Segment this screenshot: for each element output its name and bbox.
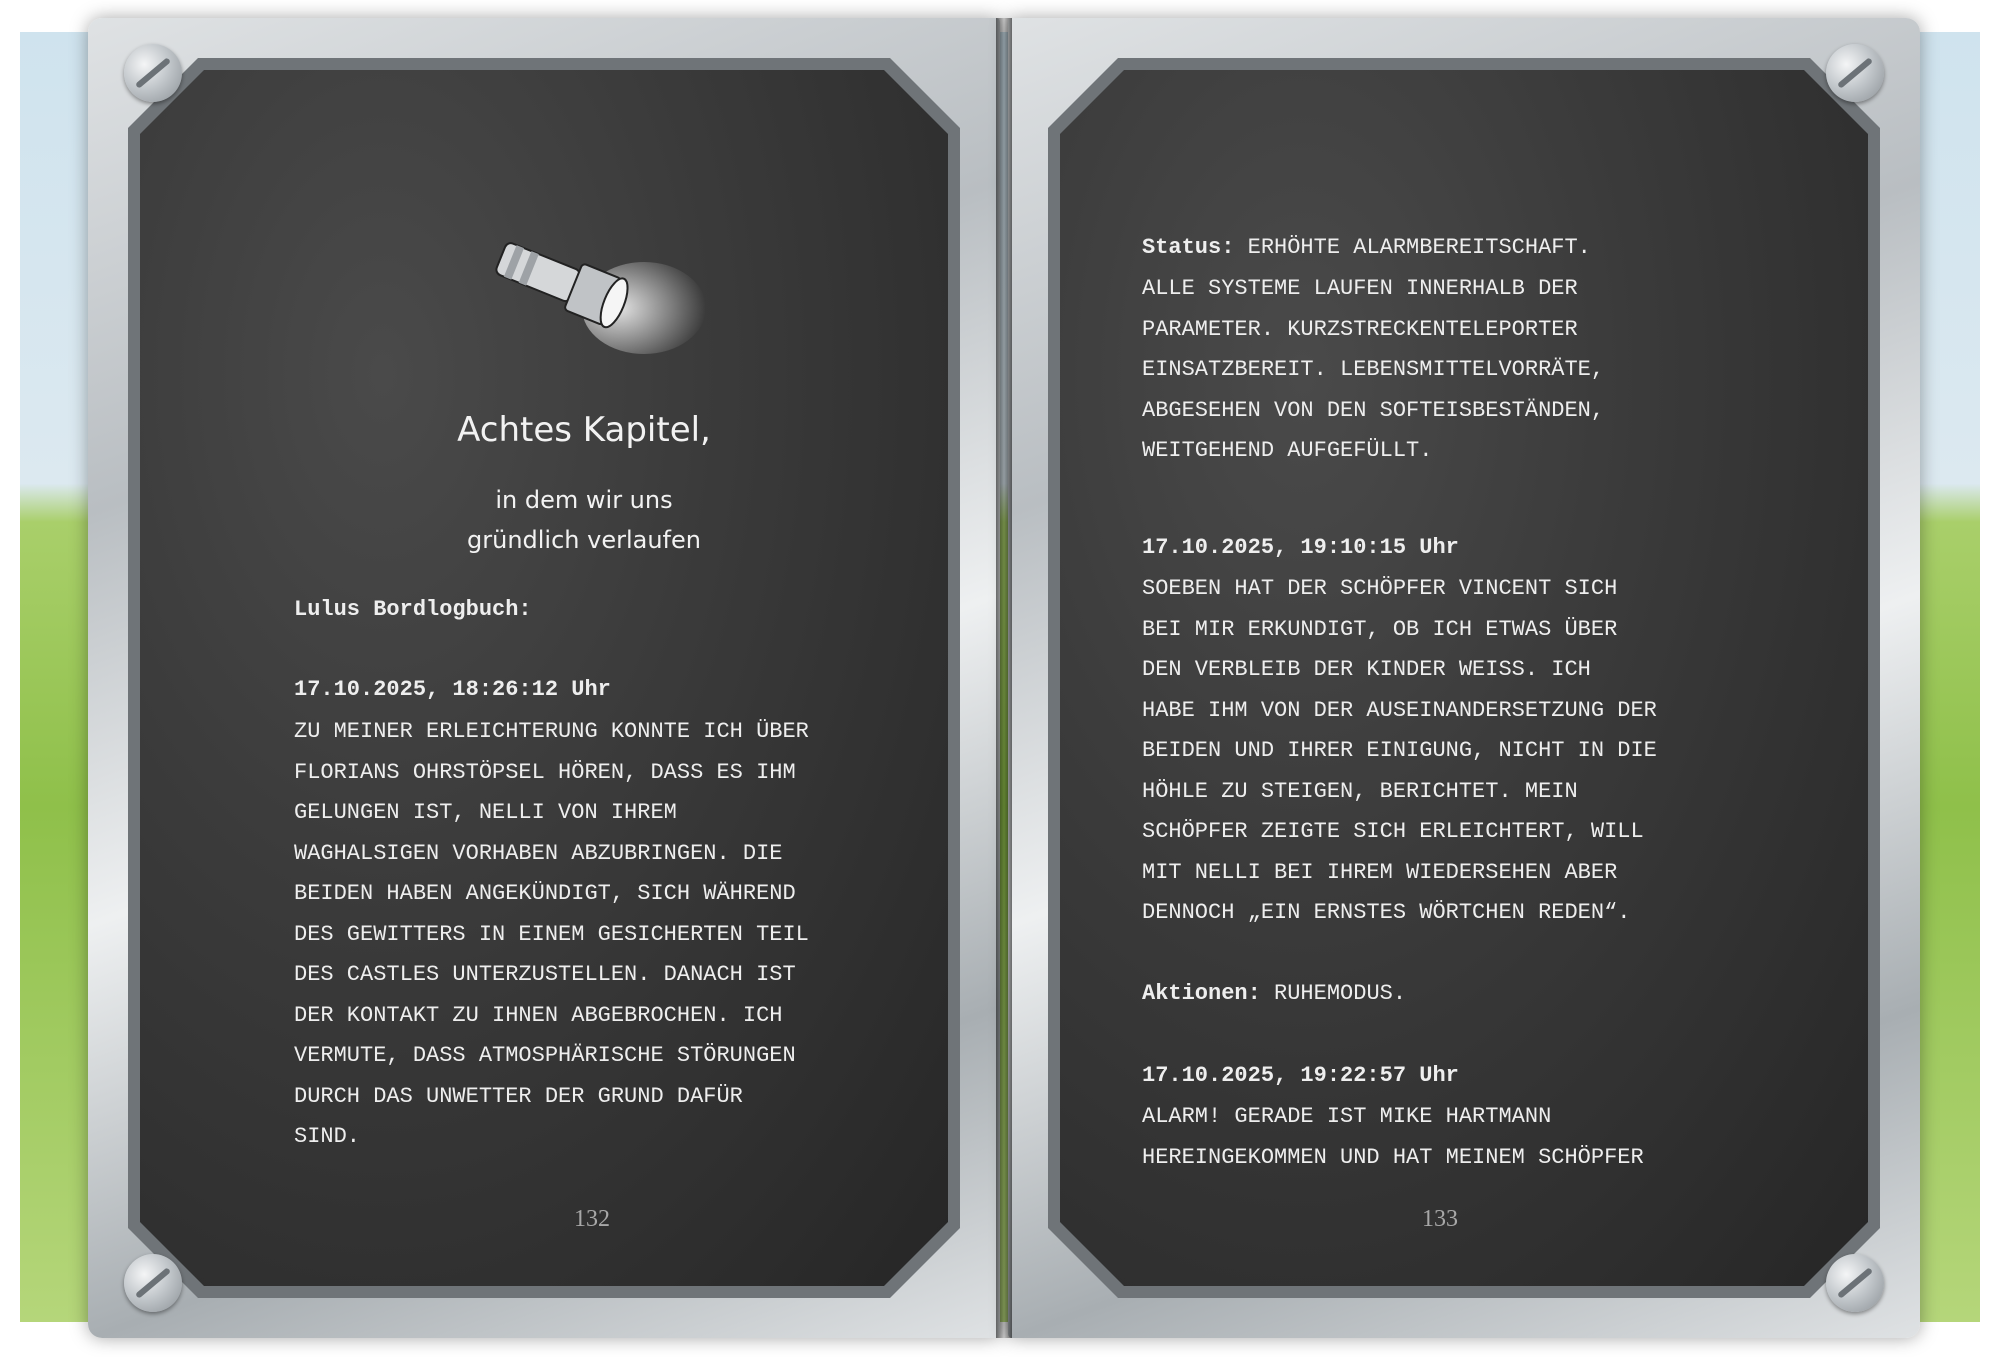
flashlight-icon <box>484 228 714 408</box>
body-line: DEN VERBLEIB DER KINDER WEISS. ICH <box>1142 657 1591 682</box>
body-line: MIT NELLI BEI IHREM WIEDERSEHEN ABER <box>1142 859 1618 885</box>
screw-icon <box>1826 1254 1884 1312</box>
log-heading: Lulus Bordlogbuch: <box>294 597 532 622</box>
entry-body <box>1142 569 1657 934</box>
body-line: GELUNGEN IST, NELLI VON IHREM <box>294 800 677 825</box>
body-line: BEI MIR ERKUNDIGT, OB ICH ETWAS ÜBER <box>1142 616 1618 642</box>
actions-label: Aktionen: <box>1142 981 1261 1006</box>
body-line: DENNOCH „EIN ERNSTES WÖRTCHEN REDEN“. <box>1142 900 1631 925</box>
body-line: SCHÖPFER ZEIGTE SICH ERLEICHTERT, WILL <box>1142 819 1644 844</box>
body-line: DES CASTLES UNTERZUSTELLEN. DANACH IST <box>294 962 796 987</box>
body-line: DURCH DAS UNWETTER DER GRUND DAFÜR <box>294 1083 743 1109</box>
book-gutter <box>996 18 1012 1338</box>
screw-icon <box>1826 44 1884 102</box>
entry-body <box>294 712 809 1158</box>
right-page <box>1008 18 1920 1338</box>
body-line: DES GEWITTERS IN EINEM GESICHERTEN TEIL <box>294 921 809 947</box>
body-line: SIND. <box>294 1124 361 1149</box>
chapter-subtitle-line1: in dem wir uns <box>495 486 673 514</box>
body-line: HÖHLE ZU STEIGEN, BERICHTET. MEIN <box>1142 778 1578 804</box>
status-value: ERHÖHTE ALARMBEREITSCHAFT. <box>1247 235 1591 260</box>
body-line: ALARM! GERADE IST MIKE HARTMANN <box>1142 1104 1552 1129</box>
entry-body <box>1142 1097 1644 1178</box>
body-line: BEIDEN UND IHRER EINIGUNG, NICHT IN DIE <box>1142 738 1657 763</box>
body-line: VERMUTE, DASS ATMOSPHÄRISCHE STÖRUNGEN <box>294 1043 796 1068</box>
chapter-subtitle-line2: gründlich verlaufen <box>467 526 701 554</box>
body-line: FLORIANS OHRSTÖPSEL HÖREN, DASS ES IHM <box>294 759 796 785</box>
body-line: HEREINGEKOMMEN UND HAT MEINEM SCHÖPFER <box>1142 1144 1644 1170</box>
screw-icon <box>124 44 182 102</box>
page-number: 132 <box>574 1206 610 1232</box>
entry-timestamp: 17.10.2025, 19:22:57 Uhr <box>1142 1063 1459 1088</box>
book-spread <box>88 18 1920 1338</box>
chapter-title: Achtes Kapitel, <box>457 410 711 450</box>
body-line: WEITGEHEND AUFGEFÜLLT. <box>1142 438 1433 463</box>
body-line: HABE IHM VON DER AUSEINANDERSETZUNG DER <box>1142 697 1657 723</box>
status-line <box>1142 228 1591 269</box>
body-line: DER KONTAKT ZU IHNEN ABGEBROCHEN. ICH <box>294 1002 783 1028</box>
actions-line <box>1142 974 1406 1015</box>
entry-timestamp: 17.10.2025, 18:26:12 Uhr <box>294 677 611 702</box>
body-line: EINSATZBEREIT. LEBENSMITTELVORRÄTE, <box>1142 357 1605 382</box>
body-line: WAGHALSIGEN VORHABEN ABZUBRINGEN. DIE <box>294 840 783 866</box>
actions-value: RUHEMODUS. <box>1274 981 1407 1006</box>
status-body <box>1142 269 1604 472</box>
screw-icon <box>124 1254 182 1312</box>
entry-timestamp: 17.10.2025, 19:10:15 Uhr <box>1142 535 1459 560</box>
body-line: BEIDEN HABEN ANGEKÜNDIGT, SICH WÄHREND <box>294 881 796 906</box>
body-line: ABGESEHEN VON DEN SOFTEISBESTÄNDEN, <box>1142 397 1605 423</box>
body-line: PARAMETER. KURZSTRECKENTELEPORTER <box>1142 316 1578 342</box>
body-line: ZU MEINER ERLEICHTERUNG KONNTE ICH ÜBER <box>294 719 809 744</box>
page-number: 133 <box>1422 1206 1458 1232</box>
left-page <box>88 18 1000 1338</box>
status-label: Status: <box>1142 235 1235 260</box>
body-line: SOEBEN HAT DER SCHÖPFER VINCENT SICH <box>1142 576 1618 601</box>
body-line: ALLE SYSTEME LAUFEN INNERHALB DER <box>1142 276 1578 301</box>
